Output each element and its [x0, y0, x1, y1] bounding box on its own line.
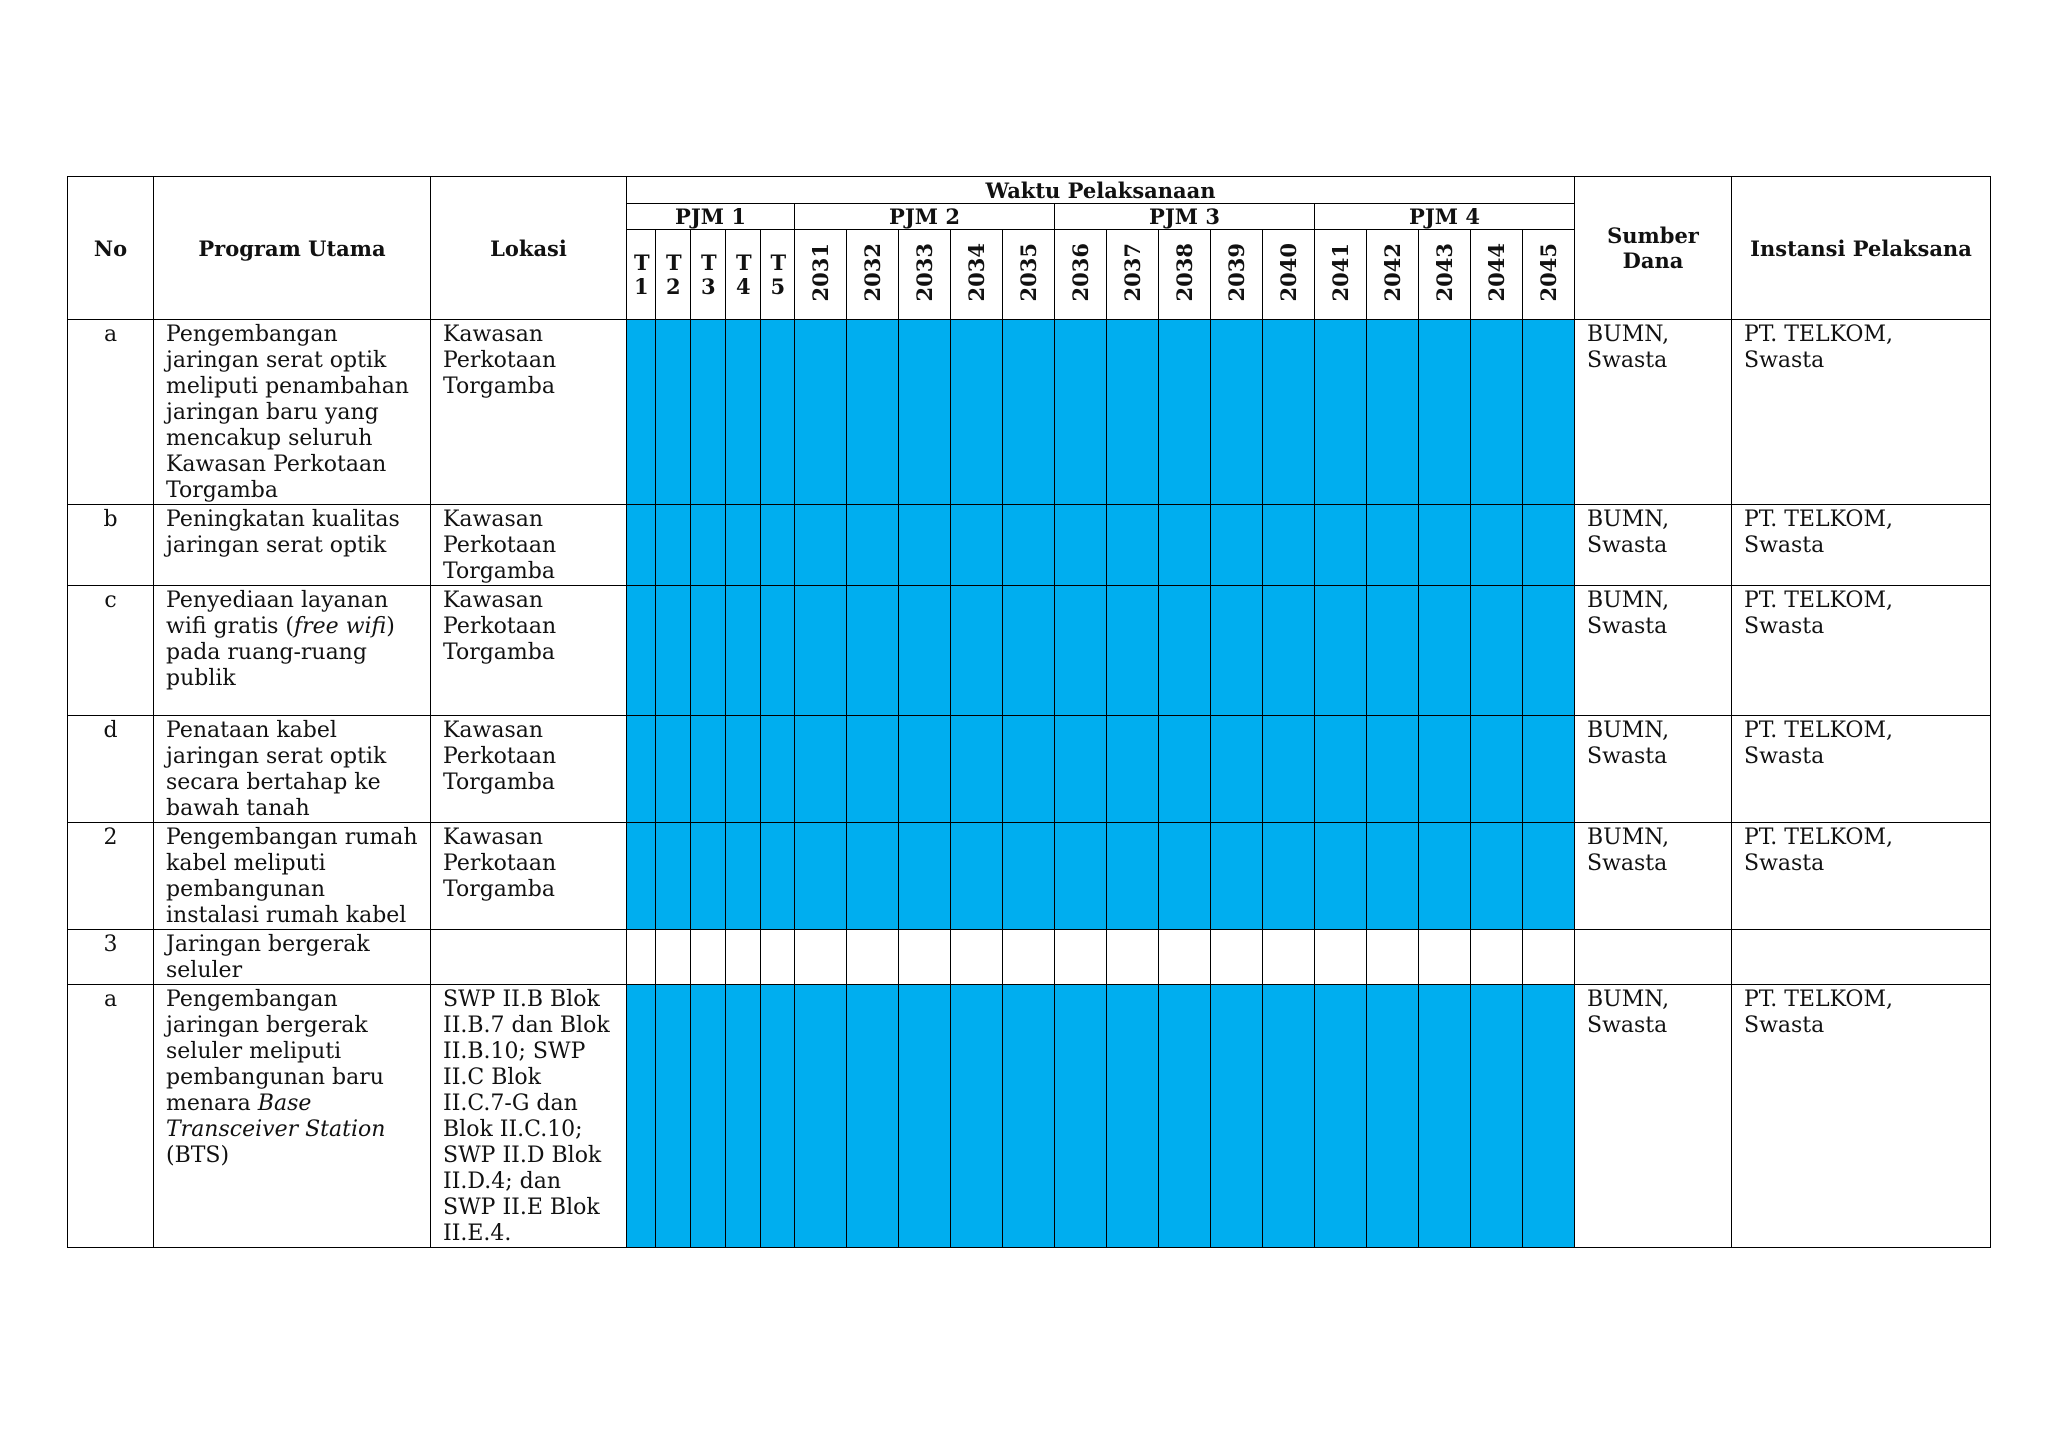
schedule-cell-filled [1471, 320, 1523, 505]
sumber-dana-cell: BUMN, Swasta [1575, 985, 1732, 1248]
schedule-cell-filled [1419, 586, 1471, 716]
schedule-cell-filled [1159, 320, 1211, 505]
program-cell: Penataan kabel jaringan serat optik secara bertahap ke bawah tanah [154, 716, 431, 823]
lokasi-cell [431, 930, 627, 985]
header-period [1367, 230, 1419, 320]
header-period [1211, 230, 1263, 320]
header-period-label: 2039 [1224, 242, 1249, 302]
schedule-cell-filled [951, 823, 1003, 930]
schedule-cell-filled [951, 505, 1003, 586]
schedule-cell-empty [1159, 930, 1211, 985]
schedule-cell-filled [847, 320, 899, 505]
schedule-cell-empty [951, 930, 1003, 985]
table-row [68, 930, 1991, 985]
header-period-label: T 4 [736, 249, 752, 299]
schedule-cell-filled [1003, 716, 1055, 823]
schedule-cell-filled [795, 586, 847, 716]
program-italic-term: Base Transceiver Station [166, 1091, 386, 1142]
header-period [1523, 230, 1575, 320]
schedule-cell-filled [1315, 505, 1367, 586]
schedule-cell-filled [1523, 586, 1575, 716]
schedule-cell-empty [1003, 930, 1055, 985]
implementation-schedule-table [67, 176, 1991, 1248]
schedule-cell-filled [1107, 823, 1159, 930]
row-number: a [68, 320, 154, 505]
schedule-cell-filled [1003, 985, 1055, 1248]
header-period [899, 230, 951, 320]
schedule-cell-filled [1419, 716, 1471, 823]
sumber-dana-cell [1575, 930, 1732, 985]
table-row [68, 320, 1991, 505]
schedule-cell-filled [1367, 586, 1419, 716]
header-instansi-pelaksana: Instansi Pelaksana [1732, 177, 1991, 320]
header-period [1419, 230, 1471, 320]
schedule-cell-filled [761, 823, 795, 930]
schedule-cell-filled [1159, 985, 1211, 1248]
schedule-cell-filled [795, 716, 847, 823]
schedule-cell-filled [1159, 823, 1211, 930]
schedule-cell-filled [1471, 505, 1523, 586]
schedule-cell-filled [1315, 320, 1367, 505]
schedule-cell-filled [726, 505, 761, 586]
header-period [761, 230, 795, 320]
header-sumber-dana: Sumber Dana [1575, 177, 1732, 320]
schedule-cell-filled [1367, 716, 1419, 823]
schedule-cell-filled [656, 320, 691, 505]
schedule-cell-filled [1419, 320, 1471, 505]
header-period [656, 230, 691, 320]
schedule-cell-filled [951, 985, 1003, 1248]
schedule-cell-empty [1419, 930, 1471, 985]
schedule-cell-empty [847, 930, 899, 985]
schedule-cell-filled [1211, 505, 1263, 586]
header-pjm-2: PJM 2 [795, 204, 1055, 230]
header-period-label: T 1 [634, 249, 650, 299]
header-period-label: T 2 [666, 249, 682, 299]
schedule-cell-filled [1471, 586, 1523, 716]
schedule-cell-empty [761, 930, 795, 985]
header-period-label: 2036 [1068, 242, 1093, 302]
schedule-cell-filled [1419, 985, 1471, 1248]
row-number: 2 [68, 823, 154, 930]
schedule-cell-empty [899, 930, 951, 985]
schedule-cell-empty [726, 930, 761, 985]
lokasi-cell: Kawasan Perkotaan Torgamba [431, 320, 627, 505]
header-period-label: 2034 [964, 242, 989, 302]
lokasi-cell: Kawasan Perkotaan Torgamba [431, 505, 627, 586]
schedule-cell-filled [899, 823, 951, 930]
header-period-label: 2035 [1016, 242, 1041, 302]
schedule-cell-filled [691, 985, 726, 1248]
schedule-cell-filled [1055, 586, 1107, 716]
header-program-utama: Program Utama [154, 177, 431, 320]
schedule-cell-empty [795, 930, 847, 985]
header-period-label: 2038 [1172, 242, 1197, 302]
header-period [1003, 230, 1055, 320]
schedule-cell-filled [847, 716, 899, 823]
schedule-cell-filled [1263, 505, 1315, 586]
schedule-cell-empty [656, 930, 691, 985]
schedule-cell-filled [1367, 823, 1419, 930]
schedule-cell-filled [1211, 823, 1263, 930]
header-period [1263, 230, 1315, 320]
schedule-cell-filled [951, 586, 1003, 716]
lokasi-cell: Kawasan Perkotaan Torgamba [431, 716, 627, 823]
schedule-cell-empty [1315, 930, 1367, 985]
table-row [68, 985, 1991, 1248]
header-period-label: 2033 [912, 242, 937, 302]
schedule-cell-filled [1315, 716, 1367, 823]
program-text: (BTS) [166, 1143, 230, 1168]
program-text: Pengembangan jaringan bergerak seluler meliputi pembangunan baru menara [166, 987, 384, 1116]
table-row [68, 823, 1991, 930]
schedule-cell-filled [847, 985, 899, 1248]
lokasi-cell: Kawasan Perkotaan Torgamba [431, 586, 627, 716]
header-period [795, 230, 847, 320]
schedule-cell-filled [1055, 823, 1107, 930]
schedule-cell-filled [656, 716, 691, 823]
schedule-cell-filled [1211, 716, 1263, 823]
header-period-label: 2037 [1120, 242, 1145, 302]
schedule-cell-filled [1471, 823, 1523, 930]
header-period-label: T 3 [701, 249, 717, 299]
schedule-cell-filled [795, 985, 847, 1248]
schedule-cell-filled [795, 823, 847, 930]
program-italic-term: free wifi [294, 614, 387, 639]
schedule-cell-filled [1211, 320, 1263, 505]
schedule-cell-empty [691, 930, 726, 985]
schedule-cell-filled [1107, 505, 1159, 586]
schedule-cell-empty [1055, 930, 1107, 985]
schedule-cell-filled [1107, 320, 1159, 505]
instansi-cell: PT. TELKOM, Swasta [1732, 505, 1991, 586]
schedule-cell-filled [656, 586, 691, 716]
table-row [68, 505, 1991, 586]
instansi-cell: PT. TELKOM, Swasta [1732, 586, 1991, 716]
schedule-cell-filled [847, 586, 899, 716]
lokasi-cell: SWP II.B Blok II.B.7 dan Blok II.B.10; SWP II.C Blok II.C.7-G dan Blok II.C.10; SWP II.D Blok II.D.4; dan SWP II.E Blok II.E.4. [431, 985, 627, 1248]
schedule-cell-filled [627, 586, 656, 716]
program-cell: Jaringan bergerak seluler [154, 930, 431, 985]
schedule-cell-filled [1471, 716, 1523, 823]
sumber-dana-cell: BUMN, Swasta [1575, 823, 1732, 930]
schedule-cell-filled [691, 823, 726, 930]
schedule-cell-filled [1419, 823, 1471, 930]
schedule-cell-filled [761, 716, 795, 823]
header-period-label: 2043 [1432, 242, 1457, 302]
row-number: b [68, 505, 154, 586]
table-row [68, 716, 1991, 823]
header-lokasi: Lokasi [431, 177, 627, 320]
schedule-cell-empty [1263, 930, 1315, 985]
schedule-cell-filled [1523, 505, 1575, 586]
schedule-cell-filled [1367, 505, 1419, 586]
sumber-dana-cell: BUMN, Swasta [1575, 716, 1732, 823]
schedule-cell-filled [691, 716, 726, 823]
schedule-cell-filled [1263, 985, 1315, 1248]
schedule-cell-filled [627, 320, 656, 505]
schedule-cell-filled [761, 320, 795, 505]
schedule-cell-filled [1367, 320, 1419, 505]
schedule-cell-filled [627, 985, 656, 1248]
schedule-cell-filled [1159, 505, 1211, 586]
schedule-cell-filled [1523, 320, 1575, 505]
schedule-cell-filled [1055, 505, 1107, 586]
schedule-cell-filled [899, 716, 951, 823]
header-period-label: 2044 [1484, 242, 1509, 302]
program-cell [154, 586, 431, 716]
schedule-cell-filled [691, 320, 726, 505]
schedule-cell-filled [1211, 586, 1263, 716]
row-number: d [68, 716, 154, 823]
schedule-cell-filled [1055, 320, 1107, 505]
schedule-cell-filled [1107, 586, 1159, 716]
schedule-cell-empty [627, 930, 656, 985]
schedule-cell-filled [1263, 320, 1315, 505]
instansi-cell: PT. TELKOM, Swasta [1732, 320, 1991, 505]
schedule-cell-filled [795, 320, 847, 505]
header-period-label: 2040 [1276, 242, 1301, 302]
schedule-cell-filled [627, 716, 656, 823]
program-cell: Pengembangan jaringan serat optik meliputi penambahan jaringan baru yang mencakup seluruh Kawasan Perkotaan Torgamba [154, 320, 431, 505]
schedule-cell-filled [761, 505, 795, 586]
schedule-cell-filled [761, 586, 795, 716]
header-waktu-pelaksanaan: Waktu Pelaksanaan [627, 177, 1575, 204]
schedule-cell-filled [726, 716, 761, 823]
schedule-cell-filled [726, 320, 761, 505]
sumber-dana-cell: BUMN, Swasta [1575, 586, 1732, 716]
header-period [726, 230, 761, 320]
row-number: a [68, 985, 154, 1248]
schedule-cell-filled [1315, 823, 1367, 930]
schedule-cell-filled [656, 823, 691, 930]
schedule-cell-filled [1003, 320, 1055, 505]
schedule-cell-filled [691, 586, 726, 716]
header-period [627, 230, 656, 320]
schedule-cell-empty [1523, 930, 1575, 985]
schedule-cell-filled [1055, 985, 1107, 1248]
program-text: ) pada ruang-ruang publik [166, 614, 395, 691]
schedule-cell-filled [1523, 985, 1575, 1248]
schedule-cell-filled [1211, 985, 1263, 1248]
schedule-cell-filled [761, 985, 795, 1248]
header-period [951, 230, 1003, 320]
instansi-cell: PT. TELKOM, Swasta [1732, 823, 1991, 930]
schedule-cell-filled [899, 320, 951, 505]
schedule-cell-filled [795, 505, 847, 586]
schedule-cell-filled [847, 505, 899, 586]
schedule-cell-filled [1107, 985, 1159, 1248]
header-period [1107, 230, 1159, 320]
schedule-cell-filled [847, 823, 899, 930]
schedule-cell-filled [726, 586, 761, 716]
instansi-cell [1732, 930, 1991, 985]
header-period [1055, 230, 1107, 320]
schedule-cell-filled [1367, 985, 1419, 1248]
schedule-cell-filled [726, 823, 761, 930]
header-period-label: 2042 [1380, 242, 1405, 302]
instansi-cell: PT. TELKOM, Swasta [1732, 716, 1991, 823]
header-period [1471, 230, 1523, 320]
header-pjm-1: PJM 1 [627, 204, 795, 230]
header-period [847, 230, 899, 320]
sumber-dana-cell: BUMN, Swasta [1575, 505, 1732, 586]
header-period-label: 2041 [1328, 242, 1353, 302]
schedule-cell-filled [1055, 716, 1107, 823]
schedule-cell-filled [1159, 586, 1211, 716]
schedule-cell-filled [627, 505, 656, 586]
sumber-dana-cell: BUMN, Swasta [1575, 320, 1732, 505]
schedule-cell-filled [1315, 985, 1367, 1248]
program-cell: Peningkatan kualitas jaringan serat optik [154, 505, 431, 586]
schedule-cell-filled [899, 586, 951, 716]
schedule-cell-filled [1003, 823, 1055, 930]
schedule-cell-empty [1367, 930, 1419, 985]
instansi-cell: PT. TELKOM, Swasta [1732, 985, 1991, 1248]
program-cell: Pengembangan rumah kabel meliputi pembangunan instalasi rumah kabel [154, 823, 431, 930]
header-period-label: 2032 [860, 242, 885, 302]
schedule-cell-filled [1263, 716, 1315, 823]
schedule-cell-filled [1159, 716, 1211, 823]
schedule-cell-empty [1471, 930, 1523, 985]
schedule-cell-filled [1263, 823, 1315, 930]
schedule-cell-filled [627, 823, 656, 930]
schedule-cell-filled [951, 320, 1003, 505]
schedule-cell-filled [691, 505, 726, 586]
row-number: 3 [68, 930, 154, 985]
header-period-label: 2045 [1536, 242, 1561, 302]
schedule-cell-filled [1315, 586, 1367, 716]
schedule-cell-filled [1003, 505, 1055, 586]
schedule-cell-empty [1107, 930, 1159, 985]
program-cell [154, 985, 431, 1248]
schedule-cell-filled [951, 716, 1003, 823]
schedule-cell-filled [1471, 985, 1523, 1248]
schedule-cell-filled [656, 505, 691, 586]
header-period [1315, 230, 1367, 320]
schedule-cell-empty [1211, 930, 1263, 985]
header-period [691, 230, 726, 320]
schedule-cell-filled [1419, 505, 1471, 586]
header-pjm-4: PJM 4 [1315, 204, 1575, 230]
header-period-label: 2031 [808, 242, 833, 302]
schedule-cell-filled [1523, 823, 1575, 930]
schedule-cell-filled [1263, 586, 1315, 716]
lokasi-cell: Kawasan Perkotaan Torgamba [431, 823, 627, 930]
program-text: Penyediaan layanan wifi gratis ( [166, 588, 389, 639]
table-row [68, 586, 1991, 716]
schedule-cell-filled [1107, 716, 1159, 823]
schedule-cell-filled [1523, 716, 1575, 823]
schedule-cell-filled [726, 985, 761, 1248]
header-pjm-3: PJM 3 [1055, 204, 1315, 230]
schedule-cell-filled [656, 985, 691, 1248]
schedule-cell-filled [899, 985, 951, 1248]
header-no: No [68, 177, 154, 320]
schedule-cell-filled [1003, 586, 1055, 716]
header-period [1159, 230, 1211, 320]
schedule-cell-filled [899, 505, 951, 586]
header-period-label: T 5 [770, 249, 787, 299]
row-number: c [68, 586, 154, 716]
